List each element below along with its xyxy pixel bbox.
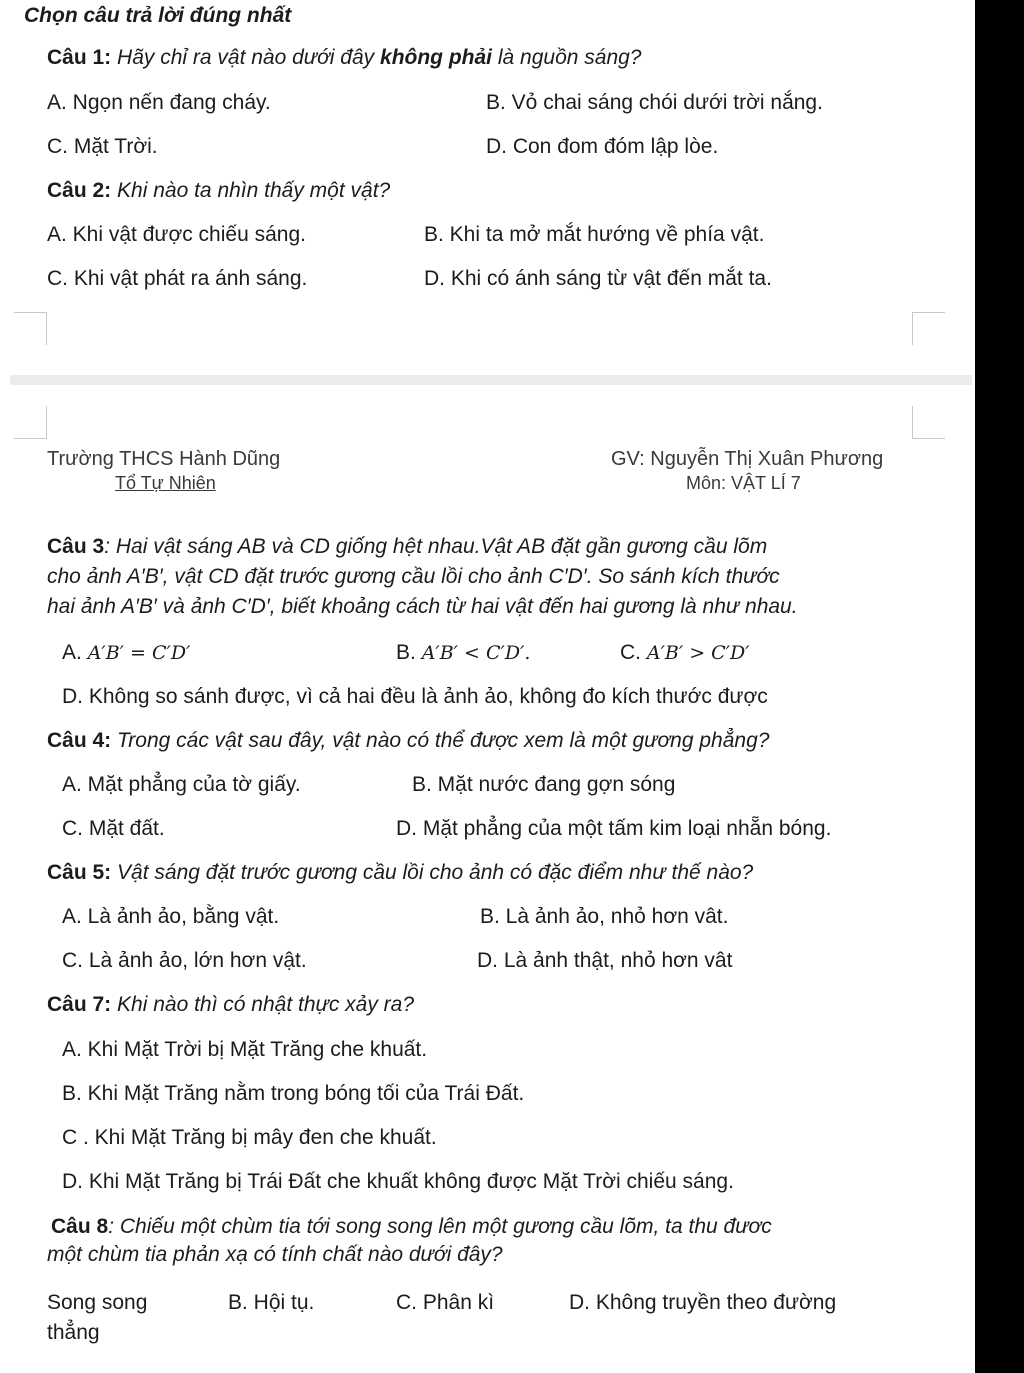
option-b: B. Khi ta mở mắt hướng về phía vật. [424,223,765,246]
question-label: Câu 1: [47,46,112,69]
question-7 [47,992,414,1018]
question-text: Khi nào ta nhìn thấy một vật? [117,179,391,202]
option-d: D. Khi Mặt Trăng bị Trái Đất che khuất không được Mặt Trời chiếu sáng. [62,1170,734,1193]
question-label: Câu 2: [47,179,112,202]
question-2 [47,178,390,204]
option-d: D. Khi có ánh sáng từ vật đến mắt ta. [424,267,772,290]
question-emphasis: không phải [380,46,493,69]
question-text: là nguồn sáng? [497,46,642,69]
question-text: Hai vật sáng AB và CD giống hệt nhau.Vật AB đặt gần gương cầu lõm [115,535,768,558]
option-a: A. Mặt phẳng của tờ giấy. [62,773,301,796]
option-c: C . Khi Mặt Trăng bị mây đen che khuất. [62,1126,437,1149]
option-d-continued: thẳng [47,1321,100,1344]
option-b: B. Khi Mặt Trăng nằm trong bóng tối của Trái Đất. [62,1082,525,1105]
instruction: Chọn câu trả lời đúng nhất [24,4,292,27]
page-corner-mark [14,312,47,345]
option-a: Song song [47,1291,148,1314]
page-corner-mark [912,312,945,345]
option-a: A. Khi vật được chiếu sáng. [47,223,306,246]
question-label: Câu 4: [47,729,112,752]
page-corner-mark [14,406,47,439]
question-5 [47,860,753,886]
question-label: Câu 5: [47,861,112,884]
option-d: D. Con đom đóm lập lòe. [486,135,719,158]
option-b: B. A′B′ < C′D′. [396,641,531,664]
option-c: C. A′B′ > C′D′ [620,641,750,664]
math-expression: A′B′ < C′D′. [421,642,531,664]
page-corner-mark [912,406,945,439]
page-separator [10,375,972,385]
math-expression: A′B′ = C′D′ [87,642,191,664]
question-1 [47,45,642,71]
question-text: một chùm tia phản xạ có tính chất nào dưới đây? [47,1243,503,1266]
option-c: C. Mặt Trời. [47,135,158,158]
option-b: B. Là ảnh ảo, nhỏ hơn vât. [480,905,729,928]
question-text: Hãy chỉ ra vật nào dưới đây [117,46,375,69]
option-d: D. Không truyền theo đường [569,1291,837,1314]
option-b: B. Hội tụ. [228,1291,315,1314]
option-d: D. Không so sánh được, vì cả hai đều là ảnh ảo, không đo kích thước được [62,685,768,708]
department-name: Tổ Tự Nhiên [115,473,216,493]
option-c: C. Là ảnh ảo, lớn hơn vật. [62,949,307,972]
option-a: A. Là ảnh ảo, bằng vật. [62,905,280,928]
option-d: D. Mặt phẳng của một tấm kim loại nhẵn bóng. [396,817,832,840]
question-label: Câu 7: [47,993,112,1016]
question-text: Khi nào thì có nhật thực xảy ra? [117,993,415,1016]
question-text: Trong các vật sau đây, vật nào có thể được xem là một gương phẳng? [117,729,770,752]
subject-name: Môn: VẬT LÍ 7 [686,473,801,493]
option-c: C. Mặt đất. [62,817,165,840]
option-a: A. A′B′ = C′D′ [62,641,191,664]
option-a: A. Ngọn nến đang cháy. [47,91,271,114]
question-text: hai ảnh A′B′ và ảnh C′D′, biết khoảng cách từ hai vật đến hai gương là như nhau. [47,595,798,618]
option-a: A. Khi Mặt Trời bị Mặt Trăng che khuất. [62,1038,428,1061]
option-d: D. Là ảnh thật, nhỏ hơn vât [477,949,733,972]
option-c: C. Khi vật phát ra ánh sáng. [47,267,308,290]
question-text: Vật sáng đặt trước gương cầu lồi cho ảnh có đặc điểm như thế nào? [117,861,754,884]
math-expression: A′B′ > C′D′ [646,642,750,664]
option-b: B. Mặt nước đang gợn sóng [412,773,676,796]
question-3: Câu 3: Hai vật sáng AB và CD giống hệt nhau.Vật AB đặt gần gương cầu lõm [47,535,768,558]
option-c: C. Phân kì [396,1291,495,1314]
question-label: Câu 8 [51,1215,109,1238]
question-label: Câu 3 [47,535,105,558]
question-text: cho ảnh A′B′, vật CD đặt trước gương cầu lồi cho ảnh C′D′. So sánh kích thước [47,565,780,588]
question-8: Câu 8: Chiếu một chùm tia tới song song lên một gương cầu lõm, ta thu đươc [51,1215,772,1238]
question-text: Chiếu một chùm tia tới song song lên một gương cầu lõm, ta thu đươc [119,1215,772,1238]
option-b: B. Vỏ chai sáng chói dưới trời nắng. [486,91,823,114]
teacher-name: GV: Nguyễn Thị Xuân Phương [611,448,884,470]
question-4 [47,728,769,754]
school-name: Trường THCS Hành Dũng [47,448,281,470]
